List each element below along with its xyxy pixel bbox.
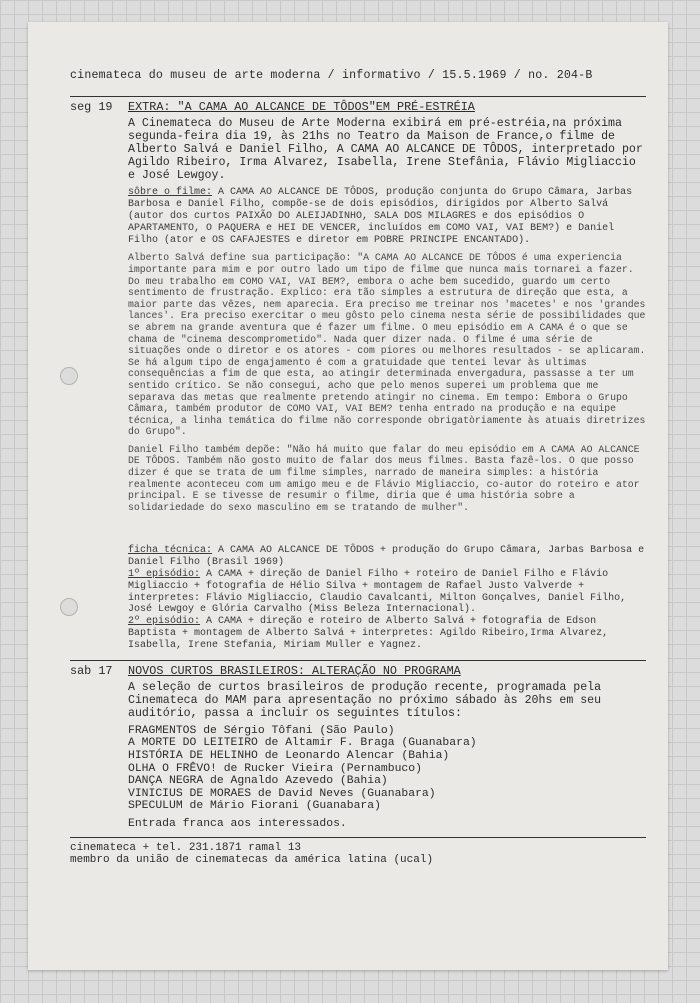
section-lead: A Cinemateca do Museu de Arte Moderna exibirá em pré-estréia,na próxima segunda-feira dia 19, às 21hs no Teatro da Maison de France,o filme de Alberto Salvá e Daniel Filho, A CAMA AO ALCANCE DE TÔDOS, interpretado por Agildo Ribeiro, Irma Alvarez, Isabella, Irene Stefânia, Flávio Migliaccio e José Lewgoy. (128, 117, 643, 183)
episode-1-text: A CAMA + direção de Daniel Filho + roteiro de Daniel Filho e Flávio Migliaccio + fotografia de Hélio Silva + montagem de Rafael Justo Valverde + interpretes: Flávio Migliaccio, Claudio Cavalcanti, Milton Gonçalves, Daniel Filho, José Lewgoy e Glória Carvalho (Miss Beleza Internacional). (128, 569, 627, 616)
film-item: HISTÓRIA DE HELINHO de Leonardo Alencar (Bahia) (128, 750, 450, 763)
film-item: VINICIUS DE MORAES de David Neves (Guanabara) (128, 787, 436, 800)
divider (70, 96, 646, 97)
section-day: seg 19 (70, 100, 113, 115)
credits-paragraph (128, 545, 646, 569)
document-sheet (28, 22, 668, 970)
about-film-label: sôbre o filme: (128, 187, 213, 199)
episode-2-paragraph (128, 616, 646, 651)
section-day: sab 17 (70, 663, 113, 678)
credits-text: A CAMA AO ALCANCE DE TÔDOS + produção do Grupo Câmara, Jarbas Barbosa e Daniel Filho (Brasil 1969) (128, 545, 645, 569)
about-film-text: A CAMA AO ALCANCE DE TÔDOS, produção conjunta do Grupo Câmara, Jarbas Barbosa e Daniel Filho, compõe-se de dois episódios, dirigidos por Alberto Salvá (autor dos curtos PAIXÃO DO ALEIJADINHO, SALA DOS MILAGRES e dos episódios O APARTAMENTO, O PAQUERA e HEI DE VENCER, incluídos em COMO VAI, VAI BEM?) e Daniel Filho (ator e OS CAFAJESTES e diretor em POBRE PRINCIPE ENCANTADO). (128, 187, 633, 246)
episode-2-label: 2º episódio: (128, 616, 201, 628)
divider (70, 837, 646, 838)
divider (70, 660, 646, 661)
salva-statement: Alberto Salvá define sua participação: "A CAMA AO ALCANCE DE TÔDOS é uma experiencia importante para mim e por outro lado um tipo de filme que nunca mais tornarei a fazer. Do meu trabalho em COMO VAI, VAI BEM?, embora o ache bem sucedido, guardo um certo sentimento de frustração. Explico: era tão simples a estrutura de direção que esta, a maior parte das vêzes, nem aparecia. Era preciso me treinar nos 'macetes' e nos 'grandes lances'. Era preciso exercitar o meu gôsto pelo cinema nesta série de possibilidades que se abrem na grande aventura que é fazer um filme. O meu episódio em A CAMA é o que se chama de "cinema descomprometido". Nada quer dizer nada. O filme é uma série de situações onde o diretor e os atores - com piores ou melhores resultados - se aplicaram. Se há algum tipo de engajamento é com a gratuidade que tentei levar às ultimas consequências a fim de que esta, ao atingir determinada envergadura, passasse a ter um sentido crítico. Se não consegui, acho que pelo menos superei um problema que me separava das metas que realmente pretendo atingir no cinema. Em tempo: Embora o Grupo Câmara, também produtor de COMO VAI, VAI BEM? tenha entrado na produção e na equipe técnica, a linha temática do filme não corresponde obrigatòriamente às atuais diretrizes do Grupo". (128, 252, 646, 438)
footer-contact: cinemateca + tel. 231.1871 ramal 13 (70, 841, 302, 854)
film-item: A MORTE DO LEITEIRO de Altamir F. Braga (Guanabara) (128, 737, 477, 750)
section-extra (70, 101, 646, 657)
film-item: OLHA O FRÊVO! de Rucker Vieira (Pernambuco) (128, 762, 422, 775)
section-shorts (70, 665, 646, 837)
section-lead: A seleção de curtos brasileiros de produção recente, programada pela Cinemateca do MAM para apresentação no próximo sábado às 20hs em seu auditório, passa a incluir os seguintes títulos: (128, 680, 602, 720)
punch-hole (60, 598, 78, 616)
episode-2-text: A CAMA + direção e roteiro de Alberto Salvá + fotografia de Edson Baptista + montagem de Alberto Salvá + interpretes: Agildo Ribeiro,Irma Alvarez, Isabella, Irene Stefania, Miriam Muller e Yagnez. (128, 616, 609, 651)
closing-note: Entrada franca aos interessados. (128, 817, 347, 830)
episode-1-label: 1º episódio: (128, 569, 201, 581)
film-item: DANÇA NEGRA de Agnaldo Azevedo (Bahia) (128, 775, 388, 788)
daniel-statement: Daniel Filho também depõe: "Não há muito que falar do meu episódio em A CAMA AO ALCANCE DE TÔDOS. Também não gosto muito de falar dos meus filmes. Basta fazê-los. O que posso dizer é que se trata de um filme simples, narrado de maneira simples: a história realmente aconteceu com um amigo meu e de Flávio Migliaccio, co-autor do roteiro e ator principal. E se tivesse de resumir o filme, diria que é uma história sobre a solidariedade do sexo masculino em se tratando de mulher". (128, 443, 640, 513)
film-item: SPECULUM de Mário Fiorani (Guanabara) (128, 800, 381, 813)
episode-1-paragraph (128, 569, 646, 616)
punch-hole (60, 367, 78, 385)
film-item: FRAGMENTOS de Sérgio Tôfani (São Paulo) (128, 724, 395, 737)
document-header: cinemateca do museu de arte moderna / informativo / 15.5.1969 / no. 204-B (70, 69, 593, 82)
about-film-paragraph (128, 187, 646, 246)
footer-membership: membro da união de cinematecas da américa latina (ucal) (70, 853, 434, 866)
credits-label: ficha técnica: (128, 545, 213, 557)
section-title: NOVOS CURTOS BRASILEIROS: ALTERAÇÃO NO PROGRAMA (128, 663, 461, 678)
section-title: EXTRA: "A CAMA AO ALCANCE DE TÔDOS"EM PRÉ-ESTRÉIA (128, 100, 475, 115)
